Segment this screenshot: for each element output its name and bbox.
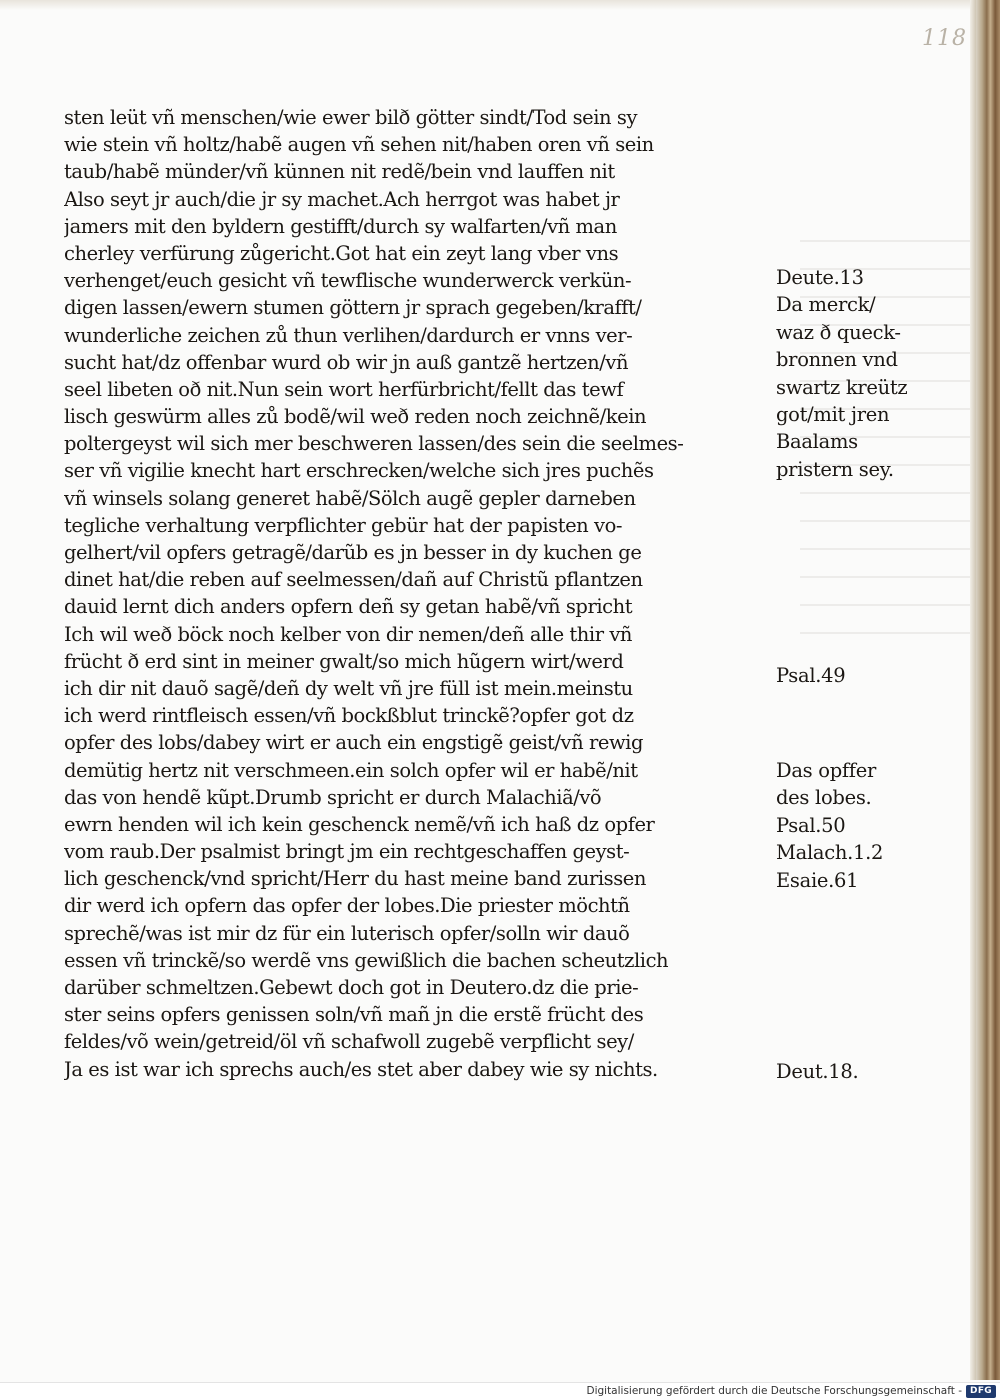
text-line: lisch geswürm alles zů bodẽ/wil weð reden noch zeichnẽ/kein xyxy=(64,405,647,429)
text-line: dauid lernt dich anders opfern deñ sy getan habẽ/vñ spricht xyxy=(64,595,633,619)
text-line: poltergeyst wil sich mer beschweren lassen/des sein die seelmes- xyxy=(64,432,684,456)
margin-note-line: Psal.49 xyxy=(776,664,846,687)
margin-note-line: Das opffer xyxy=(776,759,876,782)
text-line: taub/habẽ münder/vñ künnen nit redẽ/bein vnd lauffen nit xyxy=(64,160,615,184)
margin-note-line: Baalams xyxy=(776,430,858,454)
margin-note-line: pristern sey. xyxy=(776,457,894,481)
text-line: Also seyt jr auch/die jr sy machet.Ach herrgot was habet jr xyxy=(64,187,620,211)
text-line: gelhert/vil opfers getragẽ/darũb es jn besser in dy kuchen ge xyxy=(64,541,642,564)
page-top-shadow xyxy=(0,0,976,10)
book-page-edges xyxy=(976,0,1000,1380)
margin-note-deute-13 xyxy=(776,264,966,483)
text-line: wunderliche zeichen zů thun verlihen/dardurch er vnns ver- xyxy=(64,323,633,347)
margin-note-line: Malach.1.2 xyxy=(776,841,884,865)
text-line: essen vñ trinckẽ/so werdẽ vns gewißlich die bachen scheutzlich xyxy=(64,948,669,972)
text-line: frücht ð erd sint in meiner gwalt/so mich hũgern wirt/werd xyxy=(64,649,624,673)
text-line: darüber schmeltzen.Gebewt doch got in Deutero.dz die prie- xyxy=(64,976,639,999)
text-line: Ja es ist war ich sprechs auch/es stet aber dabey wie sy nichts. xyxy=(64,1057,658,1081)
margin-note-line: Psal.50 xyxy=(776,813,846,837)
folio-number: 118 xyxy=(922,26,967,51)
margin-note-line: waz ð queck- xyxy=(776,320,901,344)
text-line: Ich wil weð böck noch kelber von dir nemen/deñ alle thir vñ xyxy=(64,622,632,646)
text-line: sucht hat/dz offenbar wurd ob wir jn auß gantzẽ hertzen/vñ xyxy=(64,350,629,374)
text-line: digen lassen/ewern stumen göttern jr sprach gegeben/krafft/ xyxy=(64,296,642,320)
margin-note-line: bronnen vnd xyxy=(776,348,898,372)
margin-note-line: des lobes. xyxy=(776,786,872,810)
text-line: demütig hertz nit verschmeen.ein solch opfer wil er habẽ/nit xyxy=(64,758,638,782)
text-line: seel libeten oð nit.Nun sein wort herfürbricht/fellt das tewf xyxy=(64,377,624,401)
main-text-block xyxy=(64,104,770,1083)
text-line: wie stein vñ holtz/habẽ augen vñ sehen nit/haben oren vñ sein xyxy=(64,133,654,157)
text-line: ser vñ vigilie knecht hart erschrecken/welche sich jres puchẽs xyxy=(64,459,654,483)
text-line: sten leüt vñ menschen/wie ewer bilð götter sindt/Tod sein sy xyxy=(64,106,638,129)
margin-note-line: Deute.13 xyxy=(776,266,864,289)
text-line: dir werd ich opfern das opfer der lobes.Die priester möchtñ xyxy=(64,894,630,918)
text-line: tegliche verhaltung verpflichter gebür hat der papisten vo- xyxy=(64,513,623,537)
text-line: jamers mit den byldern gestifft/durch sy walfarten/vñ man xyxy=(64,214,617,238)
margin-note-opffer-des-lobes xyxy=(776,757,966,894)
text-line: das von hendẽ kũpt.Drumb spricht er durch Malachiã/võ xyxy=(64,785,602,809)
text-line: opfer des lobs/dabey wirt er auch ein engstigẽ geist/vñ rewig xyxy=(64,731,644,755)
text-line: dinet hat/die reben auf seelmessen/dañ auf Christũ pflantzen xyxy=(64,568,643,592)
text-line: cherley verfürung zůgericht.Got hat ein zeyt lang vber vns xyxy=(64,241,619,265)
margin-note-deut-18 xyxy=(776,1058,966,1085)
margin-note-psal-49 xyxy=(776,662,966,689)
text-line: feldes/võ wein/getreid/öl vñ schafwoll zugebẽ verpflicht sey/ xyxy=(64,1030,634,1054)
margin-note-line: swartz kreütz xyxy=(776,375,908,399)
margin-note-line: Da merck/ xyxy=(776,293,876,317)
margin-note-line: got/mit jren xyxy=(776,402,890,426)
text-line: vom raub.Der psalmist bringt jm ein rechtgeschaffen geyst- xyxy=(64,840,630,864)
text-line: sprechẽ/was ist mir dz für ein luterisch opfer/solln wir dauõ xyxy=(64,921,630,945)
text-line: vñ winsels solang generet habẽ/Sölch augẽ gepler darneben xyxy=(64,486,636,510)
text-line: lich geschenck/vnd spricht/Herr du hast meine band zurissen xyxy=(64,867,646,891)
text-line: ster seins opfers genissen soln/vñ mañ jn die erstẽ frücht des xyxy=(64,1003,644,1027)
footer-bar xyxy=(0,1382,1000,1400)
digitization-credit: Digitalisierung gefördert durch die Deutsche Forschungsgemeinschaft - xyxy=(586,1385,962,1397)
text-line: ewrn henden wil ich kein geschenck nemẽ/vñ ich haß dz opfer xyxy=(64,812,655,836)
text-line: verhenget/euch gesicht vñ tewflische wunderwerck verkün- xyxy=(64,269,632,293)
margin-note-line: Esaie.61 xyxy=(776,868,859,892)
text-line: ich werd rintfleisch essen/vñ bockßblut trinckẽ?opfer got dz xyxy=(64,704,634,728)
text-line: ich dir nit dauõ sagẽ/deñ dy welt vñ jre füll ist mein.meinstu xyxy=(64,676,633,700)
margin-note-line: Deut.18. xyxy=(776,1060,859,1083)
dfg-logo-icon: DFG xyxy=(966,1385,996,1398)
